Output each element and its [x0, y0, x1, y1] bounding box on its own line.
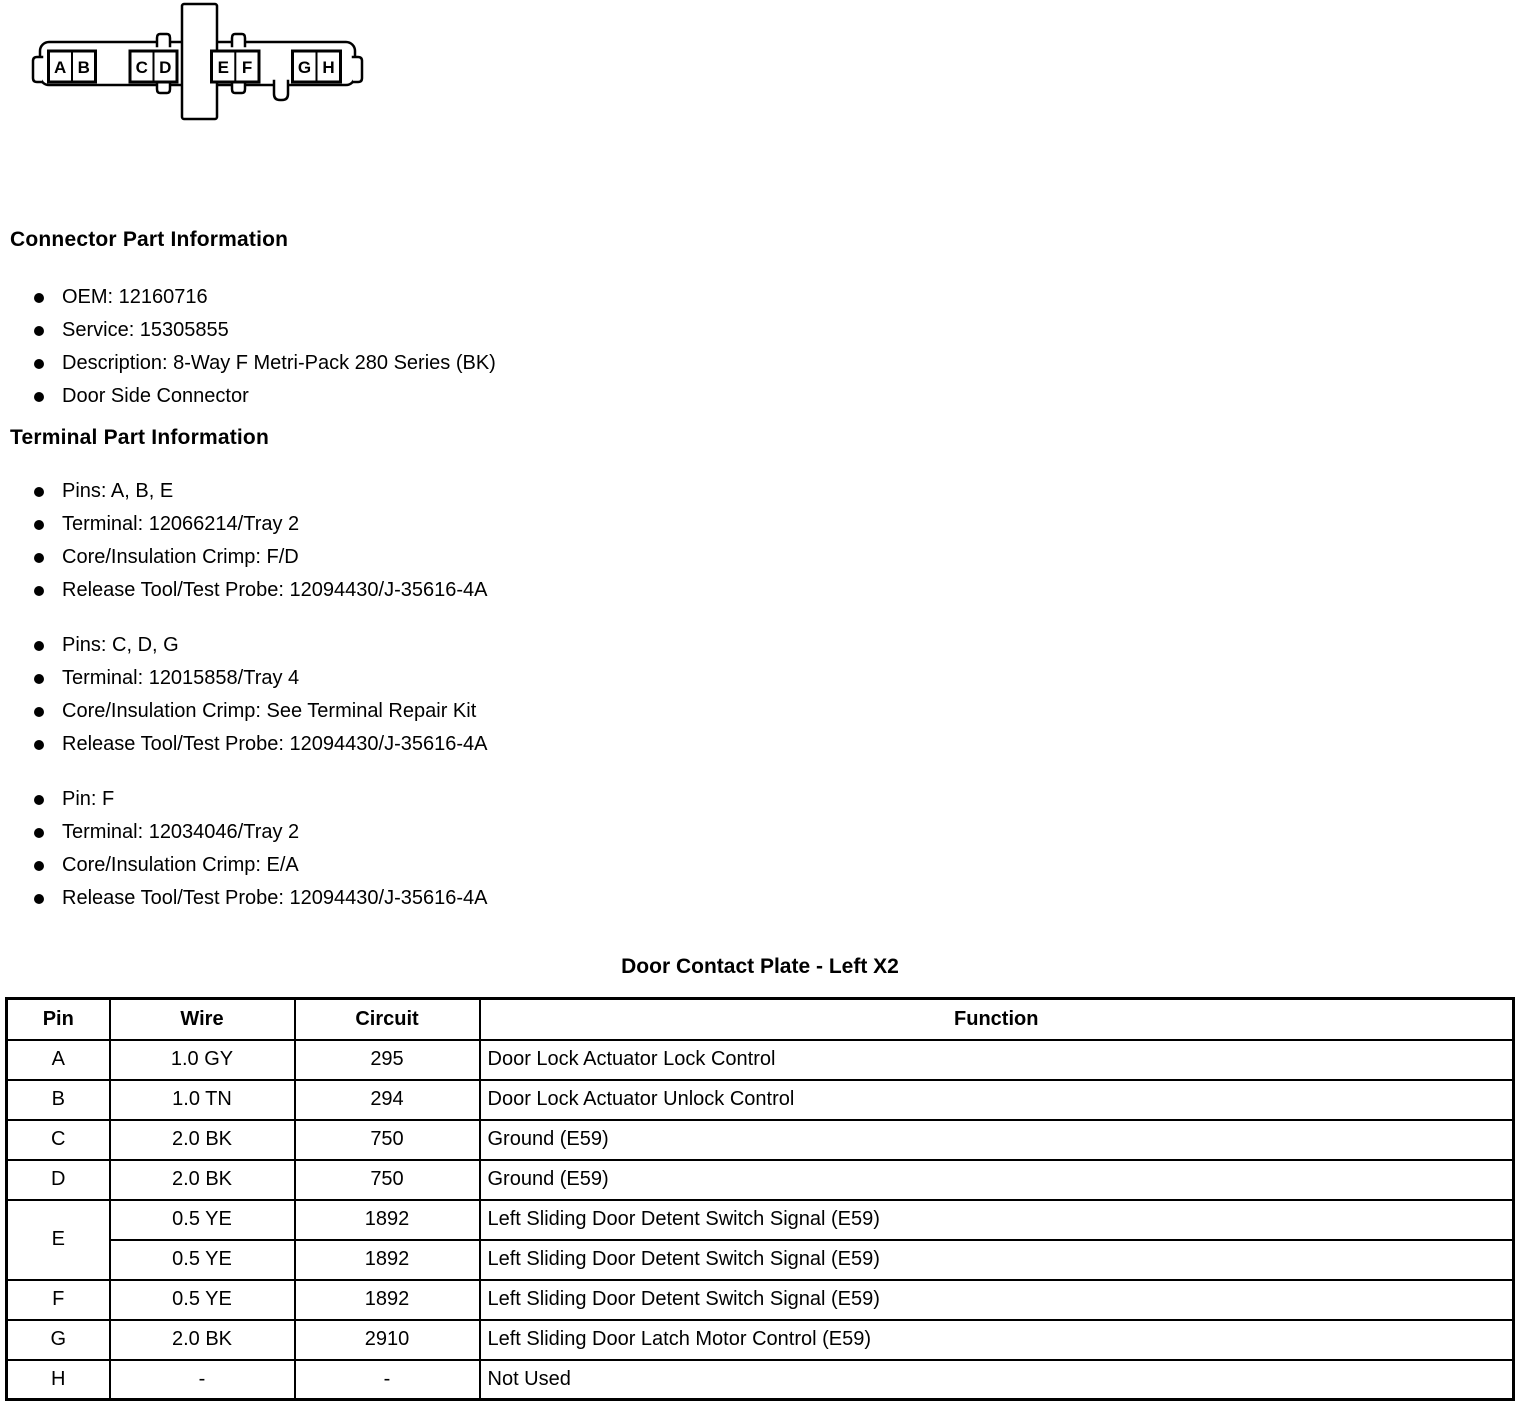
bullet-icon — [34, 326, 44, 336]
function-cell: Not Used — [480, 1360, 1514, 1400]
wire-cell: 1.0 GY — [110, 1040, 295, 1080]
pin-cell: H — [7, 1360, 110, 1400]
bullet-icon — [34, 586, 44, 596]
pin-label: B — [77, 58, 90, 77]
list-item — [34, 580, 487, 601]
connector-right-tab — [353, 57, 362, 82]
terminal-group-f-list — [34, 789, 487, 921]
terminal-group-abe-list — [34, 481, 487, 613]
bullet-icon — [34, 674, 44, 684]
list-item-text: Pins: A, B, E — [62, 480, 174, 502]
bullet-icon — [34, 795, 44, 805]
bullet-icon — [34, 894, 44, 904]
function-cell: Left Sliding Door Detent Switch Signal (E59) — [480, 1200, 1514, 1240]
list-item-text: OEM: 12160716 — [62, 286, 208, 308]
table-row — [7, 1120, 1514, 1160]
table-row — [7, 1320, 1514, 1360]
wire-cell: 0.5 YE — [110, 1240, 295, 1280]
bullet-icon — [34, 861, 44, 871]
wire-cell: - — [110, 1360, 295, 1400]
pin-cell: F — [7, 1280, 110, 1320]
circuit-cell: 1892 — [295, 1280, 480, 1320]
function-cell: Door Lock Actuator Lock Control — [480, 1040, 1514, 1080]
table-row — [7, 1080, 1514, 1120]
circuit-cell: - — [295, 1360, 480, 1400]
list-item — [34, 701, 487, 722]
function-cell: Left Sliding Door Detent Switch Signal (E59) — [480, 1280, 1514, 1320]
pin-cell: G — [7, 1320, 110, 1360]
bullet-icon — [34, 707, 44, 717]
circuit-cell: 750 — [295, 1160, 480, 1200]
list-item-text: Terminal: 12034046/Tray 2 — [62, 821, 300, 843]
list-item-text: Pins: C, D, G — [62, 634, 179, 656]
bullet-icon — [34, 520, 44, 530]
connector-diagram-icon — [20, 0, 368, 125]
connector-part-info-heading: Connector Part Information — [10, 228, 289, 251]
pin-label: G — [297, 58, 312, 77]
connector-left-tab — [33, 57, 42, 82]
list-item-text: Description: 8-Way F Metri-Pack 280 Series (BK) — [62, 352, 496, 374]
list-item — [34, 353, 496, 374]
list-item — [34, 386, 496, 407]
list-item — [34, 855, 487, 876]
wire-cell: 0.5 YE — [110, 1200, 295, 1240]
pin-label: F — [241, 58, 253, 77]
list-item — [34, 789, 487, 810]
terminal-part-info-heading: Terminal Part Information — [10, 426, 269, 449]
table-row — [7, 1160, 1514, 1200]
list-item-text: Release Tool/Test Probe: 12094430/J-35616-4A — [62, 887, 488, 909]
list-item — [34, 287, 496, 308]
pinout-table — [5, 997, 1515, 1401]
connector-top-bump — [232, 34, 245, 46]
table-title: Door Contact Plate - Left X2 — [621, 955, 899, 978]
circuit-cell: 2910 — [295, 1320, 480, 1360]
table-row — [7, 1360, 1514, 1400]
pin-label: D — [159, 58, 172, 77]
circuit-cell: 1892 — [295, 1200, 480, 1240]
function-cell: Ground (E59) — [480, 1160, 1514, 1200]
pin-label: C — [135, 58, 148, 77]
wire-cell: 2.0 BK — [110, 1120, 295, 1160]
table-row — [7, 1240, 1514, 1280]
bullet-icon — [34, 359, 44, 369]
table-row — [7, 1280, 1514, 1320]
bullet-icon — [34, 293, 44, 303]
connector-top-bump — [157, 34, 170, 46]
pin-column-header: Pin — [7, 999, 110, 1040]
list-item-text: Core/Insulation Crimp: F/D — [62, 546, 299, 568]
connector-part-info-list — [34, 287, 496, 419]
list-item — [34, 822, 487, 843]
list-item-text: Release Tool/Test Probe: 12094430/J-35616-4A — [62, 579, 488, 601]
pin-label: E — [217, 58, 229, 77]
pin-cell: C — [7, 1120, 110, 1160]
wire-column-header: Wire — [110, 999, 295, 1040]
list-item-text: Release Tool/Test Probe: 12094430/J-35616-4A — [62, 733, 488, 755]
wire-cell: 2.0 BK — [110, 1320, 295, 1360]
terminal-group-cdg-list — [34, 635, 487, 767]
pin-cell: E — [7, 1200, 110, 1280]
list-item-text: Terminal: 12015858/Tray 4 — [62, 667, 300, 689]
list-item — [34, 481, 487, 502]
list-item-text: Terminal: 12066214/Tray 2 — [62, 513, 300, 535]
bullet-icon — [34, 641, 44, 651]
bullet-icon — [34, 487, 44, 497]
function-cell: Door Lock Actuator Unlock Control — [480, 1080, 1514, 1120]
list-item — [34, 734, 487, 755]
function-cell: Left Sliding Door Detent Switch Signal (E59) — [480, 1240, 1514, 1280]
list-item — [34, 514, 487, 535]
function-column-header: Function — [480, 999, 1514, 1040]
pin-cell: A — [7, 1040, 110, 1080]
bullet-icon — [34, 828, 44, 838]
list-item-text: Door Side Connector — [62, 385, 249, 407]
bullet-icon — [34, 553, 44, 563]
circuit-cell: 294 — [295, 1080, 480, 1120]
wire-cell: 0.5 YE — [110, 1280, 295, 1320]
list-item-text: Core/Insulation Crimp: See Terminal Repair Kit — [62, 700, 477, 722]
pin-label: A — [54, 58, 67, 77]
wire-cell: 1.0 TN — [110, 1080, 295, 1120]
wire-cell: 2.0 BK — [110, 1160, 295, 1200]
list-item — [34, 635, 487, 656]
bullet-icon — [34, 740, 44, 750]
connector-bottom-notch — [274, 81, 288, 100]
table-header-row — [7, 999, 1514, 1040]
pin-cell: D — [7, 1160, 110, 1200]
circuit-cell: 295 — [295, 1040, 480, 1080]
function-cell: Ground (E59) — [480, 1120, 1514, 1160]
function-cell: Left Sliding Door Latch Motor Control (E59) — [480, 1320, 1514, 1360]
circuit-cell: 1892 — [295, 1240, 480, 1280]
list-item-text: Pin: F — [62, 788, 115, 810]
list-item — [34, 888, 487, 909]
table-row — [7, 1040, 1514, 1080]
list-item-text: Service: 15305855 — [62, 319, 229, 341]
pin-cell: B — [7, 1080, 110, 1120]
list-item — [34, 320, 496, 341]
bullet-icon — [34, 392, 44, 402]
list-item-text: Core/Insulation Crimp: E/A — [62, 854, 299, 876]
list-item — [34, 668, 487, 689]
list-item — [34, 547, 487, 568]
circuit-cell: 750 — [295, 1120, 480, 1160]
pin-label: H — [322, 58, 335, 77]
circuit-column-header: Circuit — [295, 999, 480, 1040]
table-row — [7, 1200, 1514, 1240]
